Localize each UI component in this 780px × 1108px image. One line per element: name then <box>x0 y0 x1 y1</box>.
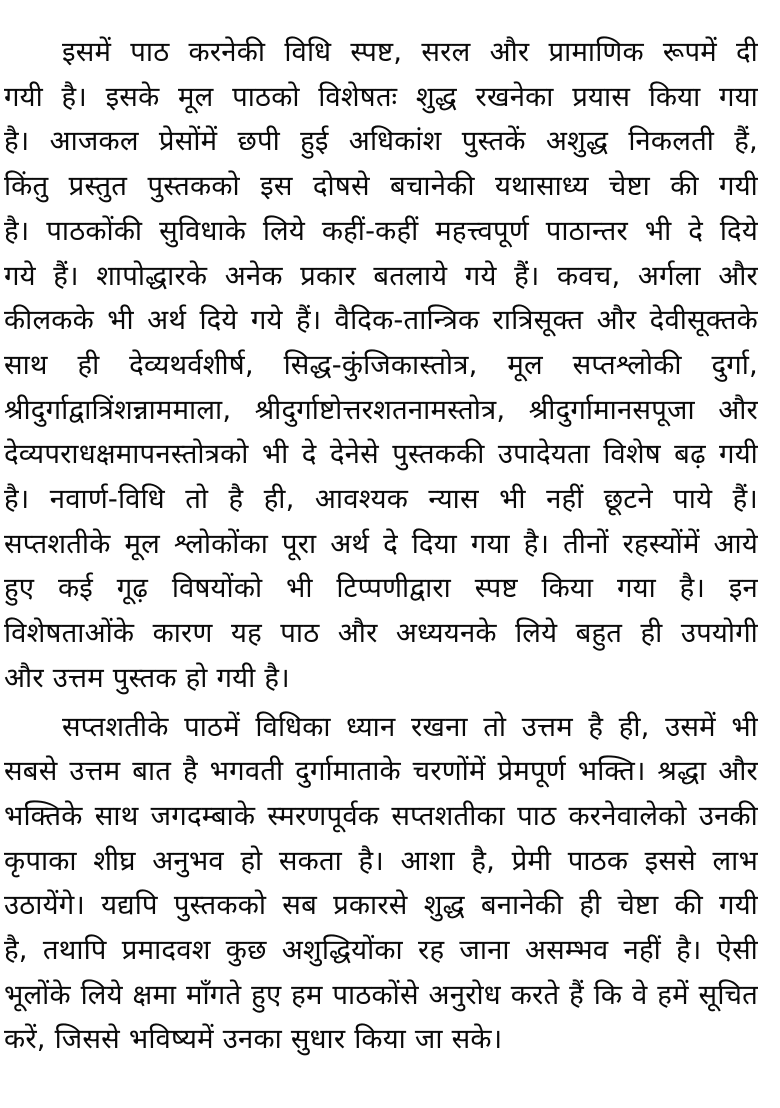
text-line: देव्यपराधक्षमापनस्तोत्रको भी दे देनेसे पुस्तककी उपादेयता विशेष बढ़ गयी <box>4 438 758 471</box>
text-line: है। नवार्ण-विधि तो है ही, आवश्यक न्यास भी नहीं छूटने पाये हैं। <box>4 483 758 516</box>
text-line: श्रीदुर्गाद्वात्रिंशन्नाममाला, श्रीदुर्गाष्टोत्तरशतनामस्तोत्र, श्रीदुर्गामानसपूजा और <box>4 393 758 426</box>
text-line: भूलोंके लिये क्षमा माँगते हुए हम पाठकोंसे अनुरोध करते हैं कि वे हमें सूचित <box>4 978 758 1011</box>
text-line: किंतु प्रस्तुत पुस्तकको इस दोषसे बचानेकी यथासाध्य चेष्टा की गयी <box>4 170 758 203</box>
text-line: उठायेंगे। यद्यपि पुस्तकको सब प्रकारसे शुद्ध बनानेकी ही चेष्टा की गयी <box>4 889 758 922</box>
text-line: भक्तिके साथ जगदम्बाके स्मरणपूर्वक सप्तशतीका पाठ करनेवालेको उनकी <box>4 799 758 832</box>
text-line: साथ ही देव्यथर्वशीर्ष, सिद्ध-कुंजिकास्तोत्र, मूल सप्तश्लोकी दुर्गा, <box>4 348 758 381</box>
text-line: है, तथापि प्रमादवश कुछ अशुद्धियोंका रह जाना असम्भव नहीं है। ऐसी <box>4 934 758 967</box>
text-line: कीलकके भी अर्थ दिये गये हैं। वैदिक-तान्त्रिक रात्रिसूक्त और देवीसूक्तके <box>4 304 758 337</box>
text-line: गयी है। इसके मूल पाठको विशेषतः शुद्ध रखनेका प्रयास किया गया <box>4 80 758 113</box>
text-line: हुए कई गूढ़ विषयोंको भी टिप्पणीद्वारा स्पष्ट किया गया है। इन <box>4 572 758 605</box>
text-line: कृपाका शीघ्र अनुभव हो सकता है। आशा है, प्रेमी पाठक इससे लाभ <box>4 844 758 877</box>
text-line: है। आजकल प्रेसोंमें छपी हुई अधिकांश पुस्तकें अशुद्ध निकलती हैं, <box>4 125 758 158</box>
text-line: सप्तशतीके मूल श्लोकोंका पूरा अर्थ दे दिया गया है। तीनों रहस्योंमें आये <box>4 527 758 560</box>
text-line: इसमें पाठ करनेकी विधि स्पष्ट, सरल और प्रामाणिक रूपमें दी <box>62 36 758 68</box>
text-line: करें, जिससे भविष्यमें उनका सुधार किया जा सके। <box>4 1023 503 1056</box>
paragraph-2 <box>4 705 758 1063</box>
text-line: विशेषताओंके कारण यह पाठ और अध्ययनके लिये बहुत ही उपयोगी <box>4 617 758 650</box>
text-line: है। पाठकोंकी सुविधाके लिये कहीं-कहीं महत्त्वपूर्ण पाठान्तर भी दे दिये <box>4 214 758 247</box>
text-line: सप्तशतीके पाठमें विधिका ध्यान रखना तो उत्तम है ही, उसमें भी <box>62 710 758 743</box>
text-line: और उत्तम पुस्तक हो गयी है। <box>4 661 290 694</box>
text-line: गये हैं। शापोद्धारके अनेक प्रकार बतलाये गये हैं। कवच, अर्गला और <box>4 259 758 292</box>
text-line: सबसे उत्तम बात है भगवती दुर्गामाताके चरणोंमें प्रेमपूर्ण भक्ति। श्रद्धा और <box>4 755 758 788</box>
paragraph-1 <box>4 30 758 701</box>
